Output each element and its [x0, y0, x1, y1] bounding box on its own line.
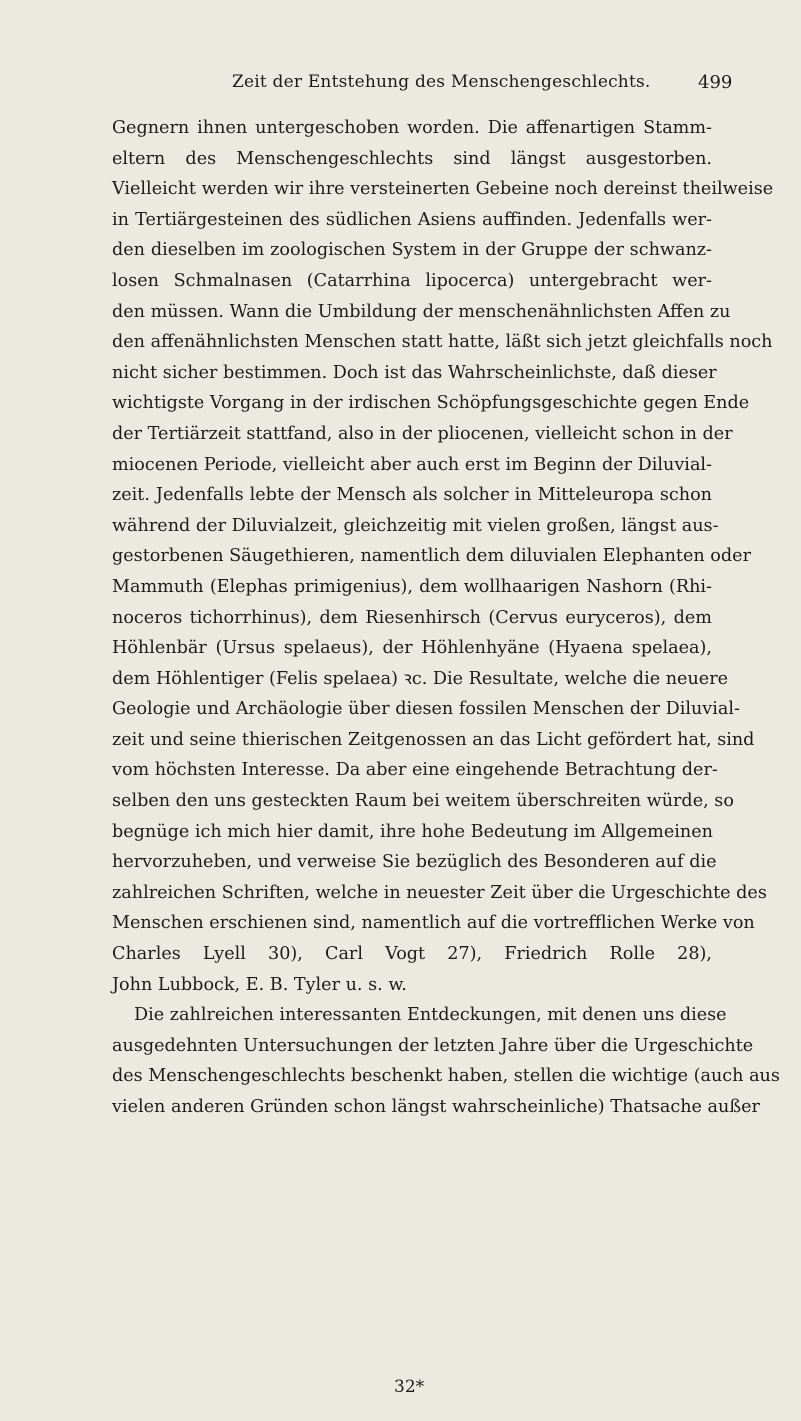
text-line-paragraph-start: Die zahlreichen interessanten Entdeckungen, mit denen uns diese [134, 1005, 727, 1026]
body-text [112, 113, 780, 1123]
text-line: Vielleicht werden wir ihre versteinerten Gebeine noch dereinst theilweise [112, 179, 774, 200]
page-number: 499 [698, 72, 733, 93]
text-line: zeit und seine thierischen Zeitgenossen an das Licht gefördert hat, sind [112, 729, 755, 750]
text-line: den dieselben im zoologischen System in der Gruppe der schwanz- [112, 240, 712, 261]
text-line: den müssen. Wann die Umbildung der menschenähnlichsten Affen zu [112, 301, 731, 322]
text-line: in Tertiärgesteinen des südlichen Asiens auffinden. Jedenfalls wer- [112, 209, 712, 230]
text-line-paragraph-end: John Lubbock, E. B. Tyler u. s. w. [112, 974, 407, 995]
running-head [0, 72, 801, 96]
text-line: eltern des Menschengeschlechts sind längst ausgestorben. [112, 148, 712, 169]
text-line: vielen anderen Gründen schon längst wahrscheinliche) Thatsache außer [112, 1097, 760, 1117]
text-line: Mammuth (Elephas primigenius), dem wollhaarigen Nashorn (Rhi- [112, 576, 712, 597]
text-line: miocenen Periode, vielleicht aber auch erst im Beginn der Diluvial- [112, 454, 712, 475]
text-line: Gegnern ihnen untergeschoben worden. Die affenartigen Stamm- [112, 118, 712, 138]
text-line: begnüge ich mich hier damit, ihre hohe Bedeutung im Allgemeinen [112, 821, 713, 842]
text-line: vom höchsten Interesse. Da aber eine eingehende Betrachtung der- [112, 760, 718, 781]
text-line: zahlreichen Schriften, welche in neuester Zeit über die Urgeschichte des [112, 882, 767, 903]
text-line: während der Diluvialzeit, gleichzeitig mit vielen großen, längst aus- [112, 515, 719, 536]
text-line: wichtigste Vorgang in der irdischen Schöpfungsgeschichte gegen Ende [112, 393, 750, 414]
text-line: Menschen erschienen sind, namentlich auf die vortrefflichen Werke von [112, 913, 755, 934]
text-line: des Menschengeschlechts beschenkt haben, stellen die wichtige (auch aus [112, 1066, 780, 1087]
running-title: Zeit der Entstehung des Menschengeschlechts. [232, 72, 651, 92]
text-line: nicht sicher bestimmen. Doch ist das Wahrscheinlichste, daß dieser [112, 362, 717, 383]
text-line: noceros tichorrhinus), dem Riesenhirsch (Cervus euryceros), dem [112, 607, 712, 628]
text-line: Charles Lyell 30), Carl Vogt 27), Friedrich Rolle 28), [112, 944, 712, 965]
text-line: Höhlenbär (Ursus spelaeus), der Höhlenhyäne (Hyaena spelaea), [112, 638, 712, 659]
text-line: selben den uns gesteckten Raum bei weitem überschreiten würde, so [112, 791, 734, 812]
text-line: dem Höhlentiger (Felis spelaea) ꝛc. Die Resultate, welche die neuere [112, 668, 729, 689]
text-line: losen Schmalnasen (Catarrhina lipocerca) untergebracht wer- [112, 270, 712, 291]
text-line: der Tertiärzeit stattfand, also in der pliocenen, vielleicht schon in der [112, 423, 733, 444]
text-line: ausgedehnten Untersuchungen der letzten Jahre über die Urgeschichte [112, 1035, 754, 1056]
text-line: zeit. Jedenfalls lebte der Mensch als solcher in Mitteleuropa schon [112, 485, 712, 506]
text-line: gestorbenen Säugethieren, namentlich dem diluvialen Elephanten oder [112, 546, 751, 567]
text-line: hervorzuheben, und verweise Sie bezüglich des Besonderen auf die [112, 852, 717, 873]
text-line: Geologie und Archäologie über diesen fossilen Menschen der Diluvial- [112, 699, 740, 720]
sheet-signature: 32* [394, 1377, 425, 1397]
text-line: den affenähnlichsten Menschen statt hatte, läßt sich jetzt gleichfalls noch [112, 332, 773, 353]
